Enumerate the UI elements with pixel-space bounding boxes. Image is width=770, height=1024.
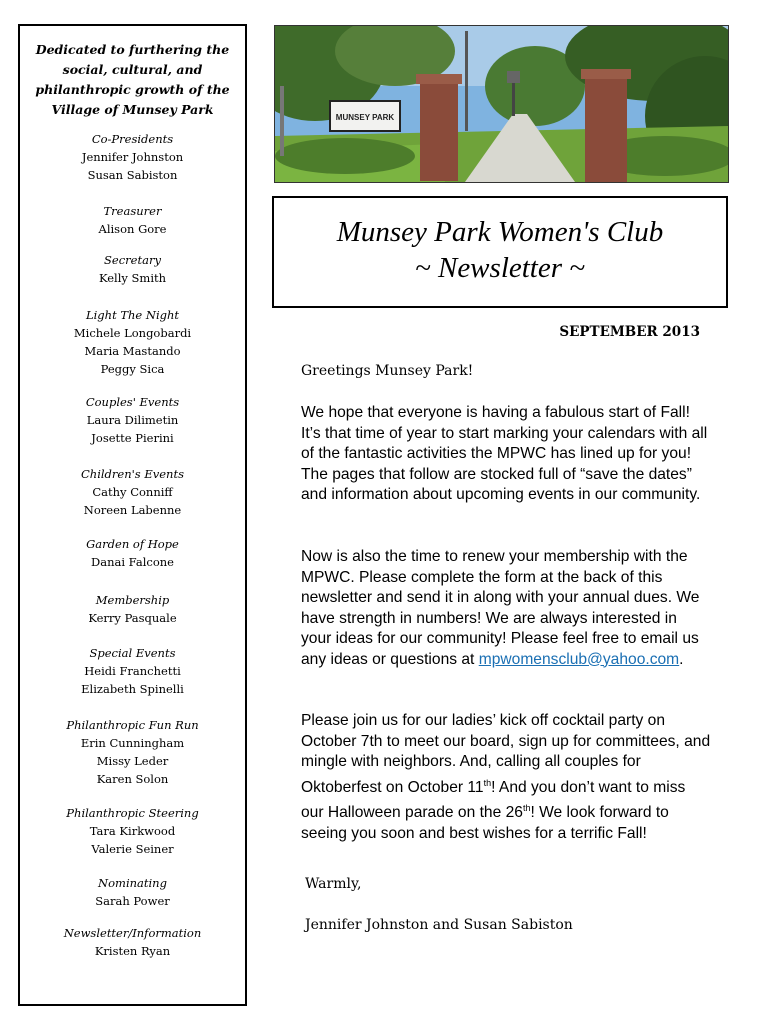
role-title: Treasurer (103, 204, 162, 218)
member-name: Elizabeth Spinelli (81, 682, 184, 696)
paragraph-2-text: Now is also the time to renew your membership with the MPWC. Please complete the form at the back of this newsletter and send it in along with your annual dues. We have strength in numbers! We are always interested in your ideas for our community! Please feel free to email us any ideas or questions at (301, 548, 700, 668)
committee-role (20, 130, 245, 184)
greeting: Greetings Munsey Park! (301, 363, 474, 379)
ordinal-suffix: th (483, 777, 492, 788)
role-title: Philanthropic Steering (66, 806, 199, 820)
newsletter-title-box (272, 196, 728, 308)
role-title: Secretary (104, 253, 161, 267)
paragraph-3-part-b: ! And you don’t want to miss our Halloween parade on the 26 (301, 778, 686, 822)
member-name: Valerie Seiner (91, 842, 174, 856)
issue-date: SEPTEMBER 2013 (559, 324, 700, 340)
member-name: Alison Gore (98, 222, 167, 236)
member-name: Maria Mastando (84, 344, 181, 358)
committee-role (20, 535, 245, 571)
paragraph-1: We hope that everyone is having a fabulous start of Fall! It’s that time of year to start marking your calendars with all of the fantastic activities the MPWC has lined up for you! The pages that follow are stocked full of “save the dates” and information about upcoming events in our community. (301, 404, 708, 503)
paragraph-2 (301, 547, 711, 670)
role-title: Garden of Hope (86, 537, 179, 551)
committee-role (20, 591, 245, 627)
committee-role (20, 716, 245, 788)
member-name: Missy Leder (96, 754, 169, 768)
committee-role (20, 306, 245, 378)
newsletter-title: Munsey Park Women's Club (336, 216, 664, 248)
member-name: Sarah Power (95, 894, 170, 908)
member-name: Laura Dilimetin (86, 413, 179, 427)
closing: Warmly, (305, 876, 362, 892)
member-name: Kelly Smith (98, 271, 167, 285)
committee-role (20, 804, 245, 858)
sidebar (18, 24, 247, 1006)
role-title: Special Events (89, 646, 176, 660)
role-title: Couples' Events (85, 395, 180, 409)
newsletter-subtitle: ~ Newsletter ~ (415, 252, 585, 284)
member-name: Cathy Conniff (92, 485, 173, 499)
committee-role (20, 251, 245, 287)
member-name: Kristen Ryan (94, 944, 171, 958)
committee-role (20, 924, 245, 960)
role-title: Light The Night (85, 308, 180, 322)
sign-text: MUNSEY PARK (335, 113, 395, 122)
member-name: Tara Kirkwood (89, 824, 176, 838)
member-name: Josette Pierini (91, 431, 174, 445)
ordinal-suffix: th (522, 803, 531, 814)
member-name: Karen Solon (96, 772, 169, 786)
header-photo (274, 25, 729, 183)
member-name: Danai Falcone (91, 555, 174, 569)
role-title: Co-Presidents (91, 132, 174, 146)
committee-role (20, 202, 245, 238)
member-name: Heidi Franchetti (84, 664, 181, 678)
member-name: Jennifer Johnston (81, 150, 184, 164)
role-title: Children's Events (81, 467, 184, 481)
role-title: Membership (95, 593, 170, 607)
committee-role (20, 644, 245, 698)
role-title: Nominating (98, 876, 167, 890)
member-name: Michele Longobardi (73, 326, 192, 340)
paragraph-3 (301, 711, 711, 844)
paragraph-3-part-c: ! We look forward to seeing you soon and best wishes for a terrific Fall! (301, 804, 669, 842)
email-link[interactable]: mpwomensclub@yahoo.com (478, 650, 680, 668)
member-name: Susan Sabiston (87, 168, 178, 182)
member-name: Erin Cunningham (80, 736, 185, 750)
paragraph-2-end: . (679, 650, 684, 668)
committee-role (20, 874, 245, 910)
paragraph-3-part-a: Please join us for our ladies’ kick off cocktail party on October 7th to meet our board, sign up for committees, and mingle with neighbors. And, calling all couples for Oktoberfest on October 11 (301, 712, 711, 796)
role-title: Philanthropic Fun Run (66, 718, 199, 732)
signature: Jennifer Johnston and Susan Sabiston (305, 917, 573, 933)
committee-role (20, 465, 245, 519)
committee-role (20, 393, 245, 447)
park-gate-photo (275, 26, 728, 182)
member-name: Peggy Sica (100, 362, 165, 376)
member-name: Noreen Labenne (83, 503, 182, 517)
member-name: Kerry Pasquale (88, 611, 177, 625)
role-title: Newsletter/Information (63, 926, 202, 940)
dedication: Dedicated to furthering the social, cultural, and philanthropic growth of the Village of Munsey Park (35, 42, 230, 117)
